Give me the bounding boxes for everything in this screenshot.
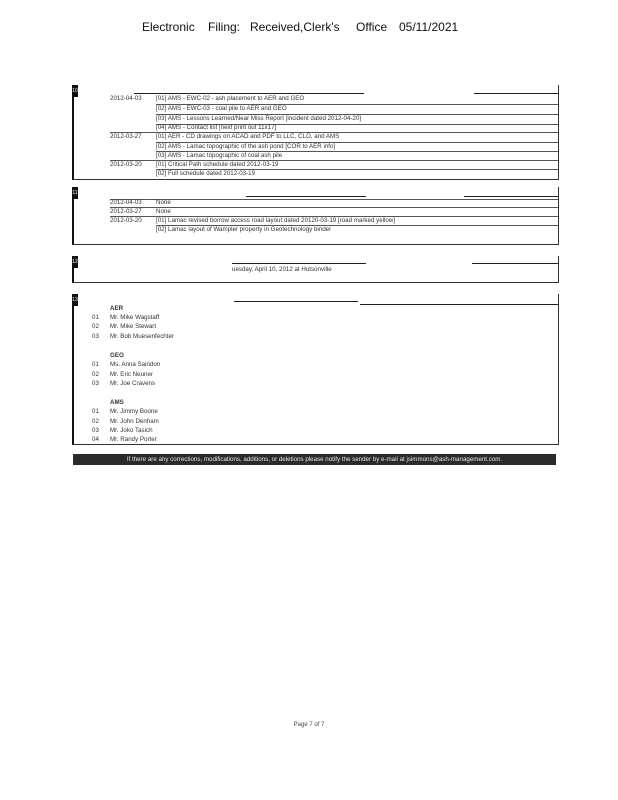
- section-distribution-list: [72, 294, 559, 445]
- entry-date: 2012-03-27: [110, 133, 142, 140]
- header-word-office: Office: [356, 20, 388, 34]
- person-number: 01: [92, 408, 99, 415]
- corrections-notice-bar: If there are any corrections, modifications, additions, or deletions please notify the sender by e-mail at jsimmons@ash-management.com.: [73, 454, 556, 465]
- entry-date: 2012-04-03: [110, 199, 142, 206]
- entry-item: [02] Lamac layout of Wampler property in Geotechnology binder: [156, 226, 332, 233]
- person-name: Mr. Bob Muesenfechter: [110, 333, 174, 340]
- section-number-tab: 11: [72, 187, 78, 199]
- person-number: 03: [92, 380, 99, 387]
- entry-item: [02] AMS - EWC-03 - coal pile to AER and GEO: [156, 105, 287, 112]
- section-number-tab: 12: [72, 256, 78, 268]
- entry-item: None: [156, 199, 171, 206]
- entry-date: 2012-03-27: [110, 208, 142, 215]
- entry-item: [03] AMS - Lamac topographic of coal ash pile: [156, 152, 283, 159]
- entry-date: 2012-04-03: [110, 95, 142, 102]
- person-name: Ms. Anna Saindon: [110, 361, 161, 368]
- page-number: Page 7 of 7: [293, 722, 325, 728]
- entry-item: [01] Lamac revised borrow access road layout dated 20120-03-19 [road marked yellow]: [156, 217, 396, 224]
- section-drawings-received: [72, 187, 559, 245]
- entry-item: [01] AER - CD drawings on ACAD and PDF to LLC, CLO, and AMS: [156, 133, 340, 140]
- section-top-rule-right: [464, 196, 558, 197]
- entry-item: [03] AMS - Lessons Learned/Near Miss Report [incident dated 2012-04-20]: [156, 115, 361, 122]
- person-name: Mr. Mike Stewart: [110, 323, 157, 330]
- person-name: Mr. Joe Cravens: [110, 380, 156, 387]
- section-top-rule-right: [472, 263, 558, 264]
- group-heading: AMS: [110, 399, 124, 406]
- section-number-tab: 10: [72, 85, 78, 97]
- person-number: 03: [92, 333, 99, 340]
- entry-date: 2012-03-20: [110, 217, 142, 224]
- person-name: Mr. Mike Wagstaff: [110, 314, 160, 321]
- person-name: Mr. Eric Neuner: [110, 371, 153, 378]
- entry-item: [04] AMS - Contact list [next print out 11x17]: [156, 124, 277, 131]
- section-top-rule-right: [360, 304, 558, 305]
- group-heading: GEO: [110, 352, 124, 359]
- header-word-filing: Filing:: [208, 20, 241, 34]
- entry-item: [01] Critical Path schedule dated 2012-03-19: [156, 161, 279, 168]
- section-documents-received: [72, 85, 559, 180]
- person-number: 03: [92, 427, 99, 434]
- person-number: 02: [92, 371, 99, 378]
- section-number-tab: 13: [72, 294, 78, 306]
- person-number: 04: [92, 436, 99, 443]
- entry-item: [01] AMS - EWC-02 - ash placement to AER and GEO: [156, 95, 305, 102]
- person-name: Mr. Randy Porter: [110, 436, 157, 443]
- person-number: 02: [92, 323, 99, 330]
- entry-date: 2012-03-20: [110, 161, 142, 168]
- person-name: Mr. Joko Tasich: [110, 427, 153, 434]
- header-date: 05/11/2021: [399, 20, 459, 34]
- section-next-meeting: [72, 256, 559, 283]
- section-top-rule: [234, 301, 358, 302]
- section-top-rule: [246, 196, 366, 197]
- row-divider: [110, 199, 558, 200]
- entry-item: [02] AMS - Lamac topographic of the ash pond [COR to AER info]: [156, 143, 336, 150]
- person-name: Mr. Jimmy Boone: [110, 408, 158, 415]
- person-number: 01: [92, 314, 99, 321]
- entry-item: [02] Full schedule dated 2012-03-19: [156, 170, 256, 177]
- header-word-electronic: Electronic: [142, 20, 195, 34]
- next-meeting-text: uesday, April 10, 2012 at Hutsonville: [232, 266, 332, 273]
- group-heading: AER: [110, 305, 124, 312]
- person-number: 02: [92, 418, 99, 425]
- section-top-rule: [232, 263, 366, 264]
- row-divider: [110, 207, 558, 208]
- header-word-received: Received,Clerk's: [250, 20, 340, 34]
- person-name: Mr. John Denham: [110, 418, 159, 425]
- person-number: 01: [92, 361, 99, 368]
- section-top-rule-right: [474, 93, 558, 94]
- section-top-rule: [134, 93, 364, 94]
- entry-item: None: [156, 208, 171, 215]
